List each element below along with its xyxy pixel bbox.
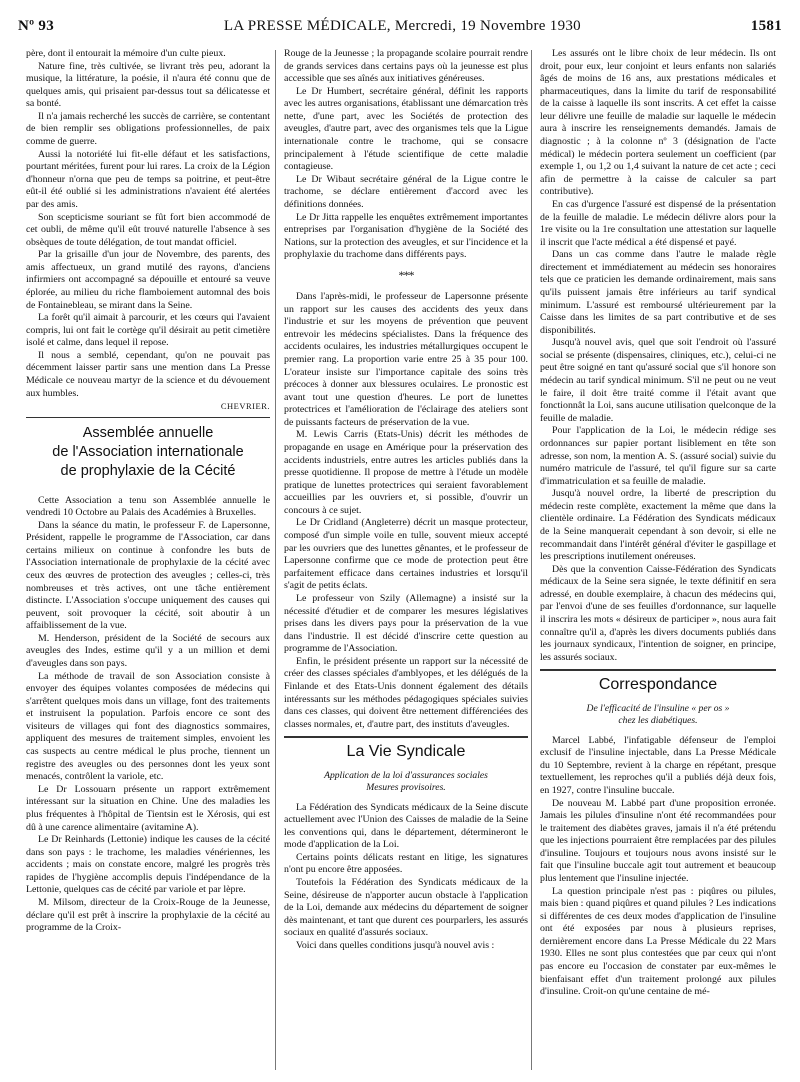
title-line: Assemblée annuelle bbox=[82, 424, 214, 441]
article-paragraph: M. Henderson, président de la Société de secours aux aveugles des Indes, estime qu'il y a un million et demi d'aveugles dans son pays. bbox=[26, 632, 270, 670]
article-paragraph: Rouge de la Jeunesse ; la propagande scolaire pourrait rendre de grands services dans certains pays où la jeunesse est plus accessible que ses aînés aux initiatives généreuses. bbox=[284, 48, 528, 85]
article-paragraph: Pour l'application de la Loi, le médecin rédige ses ordonnances sur papier portant lisiblement en tête son adresse, son nom, la mention A. S. (assuré social) suivie du numéro matricule de l'assuré, tel qu'il figure sur sa carte d'immatriculation et sa feuille de maladie. bbox=[540, 425, 776, 487]
article-paragraph: Les assurés ont le libre choix de leur médecin. Ils ont droit, pour eux, leur conjoint et leurs enfants non salariés âgés de moins de 16 ans, aux prestations médicales et pharmaceutiques, dans la limite du tarif de responsabilité de la caisse à laquelle ils sont inscrits. A cet effet la caisse leur délivre une feuille de maladie sur laquelle le médecin aura à inscrire les renseignements demandés. Jamais de diagnostic ; à la colonne nº 3 (désignation de l'acte médical) le médecin portera seulement un coefficient (par exemple 1, ou 1,2 ou 1,4 suivant la nature de cet acte ; ceci afin de permettre à la caisse de calculer sa part contributive). bbox=[540, 48, 776, 198]
page-number: 1581 bbox=[750, 18, 782, 34]
author-signature: CHEVRIER. bbox=[220, 401, 270, 412]
article-paragraph: Enfin, le président présente un rapport sur la nécessité de créer des classes spéciales d'amblyopes, et les délégués de la Finlande et des Etats-Unis donnent également des détails intéressants sur les méthodes pédagogiques spéciales suivies dans ces classes, qui doivent être nettement différenciées des classes normales, et, d'autre part, des instituts d'aveugles. bbox=[284, 655, 528, 730]
article-paragraph: Jusqu'à nouvel avis, quel que soit l'endroit où l'assuré social se présente (dispensaires, cliniques, etc.), celui-ci ne peut être soigné en tant qu'assuré social que s'il honore son médecin au tarif syndical minimum. S'il ne peut ou ne veut le faire, il doit être traité comme il l'était avant que fonctionnât la Loi, sans aucune utilisation quelconque de la feuille de maladie. bbox=[540, 337, 776, 424]
obituary-paragraph: Aussi la notoriété lui fit-elle défaut et les satisfactions, pourtant méritées, furent pour lui rares. La croix de la Légion d'honneur n'orna que peu de temps sa poitrine, et peut-être eût-il été oublié si les administrations n'avaient été alertées par des amis. bbox=[26, 148, 270, 210]
article-paragraph: Le professeur von Szily (Allemagne) a insisté sur la nécessité d'étudier et de comparer les mesures législatives prises dans les divers pays pour la préservation de la vue dans l'industrie. Il est décidé d'inscrire cette question au programme de l'Association. bbox=[284, 592, 528, 655]
column-3 bbox=[540, 48, 776, 1072]
article-paragraph: Voici dans quelles conditions jusqu'à nouvel avis : bbox=[296, 939, 495, 951]
section-subtitle bbox=[284, 770, 528, 794]
article-title-assembly bbox=[26, 424, 270, 481]
article-paragraph: La méthode de travail de son Association consiste à envoyer des équipes volantes composées de médecins qui s'arrêtent quelques mois dans un village, font des traitements et instruisent la population. Parfois encore ce sont des visiteurs de villages qui font des diagnostics sommaires, appliquent des mesures de traitement simples, envoient les cas suspects au centre médical le plus proche, tiennent un registre des aveugles ou des personnes dont les yeux sont menacés, contrôlent la variole, etc. bbox=[26, 670, 270, 783]
article-paragraph: Marcel Labbé, l'infatigable défenseur de l'emploi exclusif de l'insuline injectable, dans La Presse Médicale du 10 Septembre, revient à la charge en répétant, presque textuellement, les reproches qu'il a publiés déjà deux fois, en 1927, contre l'insuline buccale. bbox=[540, 734, 776, 796]
section-divider bbox=[540, 669, 776, 671]
article-paragraph: Jusqu'à nouvel ordre, la liberté de prescription du médecin reste complète, exactement la même que dans la clientèle ordinaire. La Fédération des Syndicats médicaux de la Seine manquerait cependant à son devoir, si elle ne recommandait dans l'intérêt général d'éviter le gaspillage et les prescriptions inutilement onéreuses. bbox=[540, 488, 776, 563]
obituary-paragraph: Par la grisaille d'un jour de Novembre, des parents, des amis affectueux, un grand mutilé des rayons, d'anciens infirmiers ont accompagné sa dépouille et entouré sa veuve éplorée, au milieu du riche flamboiement automnal des bois de Fontainebleau, se mirant dans la Seine. bbox=[26, 249, 270, 311]
journal-title-date: LA PRESSE MÉDICALE, Mercredi, 19 Novembre 1930 bbox=[223, 18, 581, 34]
obituary-paragraph: Son scepticisme souriant se fût fort bien accommodé de cet oubli, de même qu'il eût trouvé naturelle l'absence à ses obsèques de toute délégation, de tout mandat officiel. bbox=[26, 211, 270, 248]
obituary-paragraph: Nature fine, très cultivée, se livrant très peu, adorant la musique, la littérature, la poésie, il n'aura été connu que de quelques amis, qui prisaient par-dessus tout sa délicatesse et sa bonté. bbox=[26, 60, 270, 110]
running-header bbox=[18, 18, 782, 44]
article-paragraph: La question principale n'est pas : piqûres ou pilules, mais bien : quand piqûres et quand pilules ? Les indications si différentes de ces deux modes d'application de l'insuline ont été exposées par nous à plusieurs reprises, dernièrement encore dans La Presse Médicale du 22 Mars 1930. Elles ne sont plus contestées que par ceux qui n'ont pas encore eu l'occasion de constater par eux-mêmes le bienfaisant effet d'un traitement prolongé aux pilules d'insuline. Croit-on qu'une centaine de mé- bbox=[540, 885, 776, 998]
article-paragraph: La Fédération des Syndicats médicaux de la Seine discute actuellement avec l'Union des Caisses de maladie de la Seine les conventions qui, dans le département, détermineront le mode d'application de la Loi. bbox=[284, 801, 528, 851]
article-paragraph: Le Dr Lossouarn présente un rapport extrêmement intéressant sur la situation en Chine. Une des maladies les plus fréquentes à l'hôpital de Tientsin est le Xérosis, qui est dû à une carence alimentaire (avitamine A). bbox=[26, 783, 270, 833]
article-paragraph: Le Dr Jitta rappelle les enquêtes extrêmement importantes entreprises par l'organisation d'hygiène de la Société des Nations, sur la protection des aveugles, et sur l'incidence et la prophylaxie du trachome dans différents pays. bbox=[284, 211, 528, 261]
section-divider bbox=[284, 736, 528, 738]
section-title-vie-syndicale: La Vie Syndicale bbox=[346, 743, 466, 761]
obituary-paragraph: Il n'a jamais recherché les succès de carrière, se contentant de bien remplir ses obligations professionnelles, de paix comme de guerre. bbox=[26, 110, 270, 148]
article-paragraph: Certains points délicats restant en litige, les signatures n'ont pu encore être apposées. bbox=[284, 851, 528, 876]
subtitle-line: De l'efficacité de l'insuline « per os » bbox=[586, 702, 730, 714]
obituary-paragraph: Il nous a semblé, cependant, qu'on ne pouvait pas décemment laisser partir sans une mention dans La Presse Médicale ce nouveau martyr de la science et du dévouement aux humbles. bbox=[26, 349, 270, 399]
title-line: de l'Association internationale bbox=[52, 443, 244, 460]
asterism-separator: *** bbox=[398, 267, 414, 282]
article-paragraph: Le Dr Wibaut secrétaire général de la Ligue contre le trachome, se déclare entièrement d'accord avec les définitions données. bbox=[284, 173, 528, 210]
article-paragraph: Le Dr Cridland (Angleterre) décrit un masque protecteur, composé d'un simple voile en tulle, souvent mieux accepté par les ouvriers que des lunettes gênantes, et le professeur de Lapersonne confirme que ce mode de protection peut être parfaitement efficace dans certaines industries et lorsqu'il s'agit de petits éclats. bbox=[284, 517, 528, 592]
article-paragraph: Dans l'après-midi, le professeur de Lapersonne présente un rapport sur les causes des accidents des yeux dans l'industrie et sur les moyens de prévention que peuvent entrevoir les médecins spécialistes. Dans la fréquence des accidents oculaires, les industries métallurgiques occupent le premier rang. La proportion varie entre 25 à 35 pour 100. L'orateur insiste sur l'importance capitale des soins très précoces à donner aux blessures oculaires. Le pronostic est avant tout une question d'heures. Le port de lunettes protectrices et l'amélioration de l'éclairage des ateliers sont de puissants facteurs de préservation de la vue. bbox=[284, 291, 528, 428]
article-paragraph: Le Dr Humbert, secrétaire général, définit les rapports avec les autres organisations, établissant une démarcation très nette, d'une part, avec les Sociétés de protection des aveugles, d'autre part, avec des organismes tels que la Ligue internationale contre le trachome, qui se consacre principalement à l'étude scientifique de cette maladie contagieuse. bbox=[284, 85, 528, 173]
obituary-paragraph: père, dont il entourait la mémoire d'un culte pieux. bbox=[26, 48, 226, 59]
column-rule bbox=[531, 50, 532, 1070]
section-divider bbox=[26, 417, 270, 418]
article-paragraph: Dans un cas comme dans l'autre le malade règle directement et immédiatement au médecin ses honoraires tels que ce praticien les demande ordinairement, mais sans qu'ils puissent jamais être inférieurs au tarif syndical minimum. L'assuré est remboursé ultérieurement par la Caisse dans les limites de sa part contributive et de ses disponibilités. bbox=[540, 249, 776, 336]
article-paragraph: Dans la séance du matin, le professeur F. de Lapersonne, Président, rappelle le programme de l'Association, car dans certains milieux on continue à confondre les buts de l'Association internationale de prophylaxie de la cécité avec ceux des œuvres de protection des aveugles ; celles-ci, très nombreuses et très actives, ont une tâche entièrement distincte. L'Association s'occupe uniquement des causes qui peuvent, soit provoquer la cécité, soit aboutir à un affaiblissement de la vue. bbox=[26, 519, 270, 632]
section-title-correspondance: Correspondance bbox=[598, 676, 718, 694]
column-2 bbox=[284, 48, 528, 1072]
section-subtitle bbox=[540, 703, 776, 727]
title-line: de prophylaxie de la Cécité bbox=[60, 462, 236, 479]
article-paragraph: Le Dr Reinhards (Lettonie) indique les causes de la cécité dans son pays : le trachome, les maladies vénériennes, les accidents ; mais on constate encore, malgré les progrès très rapides de l'hygiène accomplis depuis l'indépendance de la Lettonie, quelques cas de cécité par variole et par lèpre. bbox=[26, 834, 270, 896]
article-paragraph: Toutefois la Fédération des Syndicats médicaux de la Seine, désireuse de n'apporter aucun obstacle à l'application de la Loi, demande aux médecins du département de soigner dès maintenant, et tant que durent ces pourparlers, les assurés sociaux en qualité d'assurés sociaux. bbox=[284, 877, 528, 939]
subtitle-line: Application de la loi d'assurances sociales bbox=[324, 769, 488, 781]
article-paragraph: M. Lewis Carris (Etats-Unis) décrit les méthodes de propagande en usage en Amérique pour la préservation des accidents industriels, entre autres les articles publiés dans la presse quotidienne. Il propose de mettre à l'étude un modèle pratique de lunettes protectrices qui seraient favorablement accueillies par les ouvriers et, si possible, d'ouvrir un concours à ce sujet. bbox=[284, 429, 528, 516]
article-paragraph: Dès que la convention Caisse-Fédération des Syndicats médicaux de la Seine sera signée, le texte définitif en sera adressé, en double exemplaire, à chacun des médecins qui, par l'envoi d'une de ses feuilles d'ordonnance, sur laquelle il inscrira les mots « désireux de participer », nous aura fait connaître qu'il a, d'après les divers documents publiés dans les journaux syndicaux, l'intention de soigner, en principe, les assurés sociaux. bbox=[540, 563, 776, 663]
article-paragraph: M. Milsom, directeur de la Croix-Rouge de la Jeunesse, déclare qu'il est prêt à inscrire la prophylaxie de la cécité au programme de la Croix- bbox=[26, 897, 270, 934]
subtitle-line: Mesures provisoires. bbox=[366, 781, 446, 793]
column-1 bbox=[26, 48, 270, 1072]
column-rule bbox=[275, 50, 276, 1070]
subtitle-line: chez les diabétiques. bbox=[618, 714, 698, 726]
article-paragraph: Cette Association a tenu son Assemblée annuelle le vendredi 10 Octobre au Palais des Académies à Bruxelles. bbox=[26, 494, 270, 519]
issue-number: Nº 93 bbox=[18, 18, 55, 34]
obituary-paragraph: La forêt qu'il aimait à parcourir, et les cœurs qui l'avaient compris, lui ont fait le cortège qu'il désirait au petit cimetière isolé et calme, dans lequel il repose. bbox=[26, 312, 270, 349]
article-paragraph: De nouveau M. Labbé part d'une proposition erronée. Jamais les pilules d'insuline n'ont été recommandées pour le traitement des diabètes graves, jamais il n'a été prétendu que les injections pourraient être remplacées par des pilules d'insuline. Toujours et toujours nous avons insisté sur le fait que l'insuline buccale agit tout autrement et beaucoup plus lentement que l'insuline injectée. bbox=[540, 797, 776, 884]
article-paragraph: En cas d'urgence l'assuré est dispensé de la présentation de la feuille de maladie. Le médecin délivre alors pour la 1re visite ou la 1re consultation une attestation sur laquelle il inscrit que l'acte médical a été dispensé et payé. bbox=[540, 198, 776, 248]
